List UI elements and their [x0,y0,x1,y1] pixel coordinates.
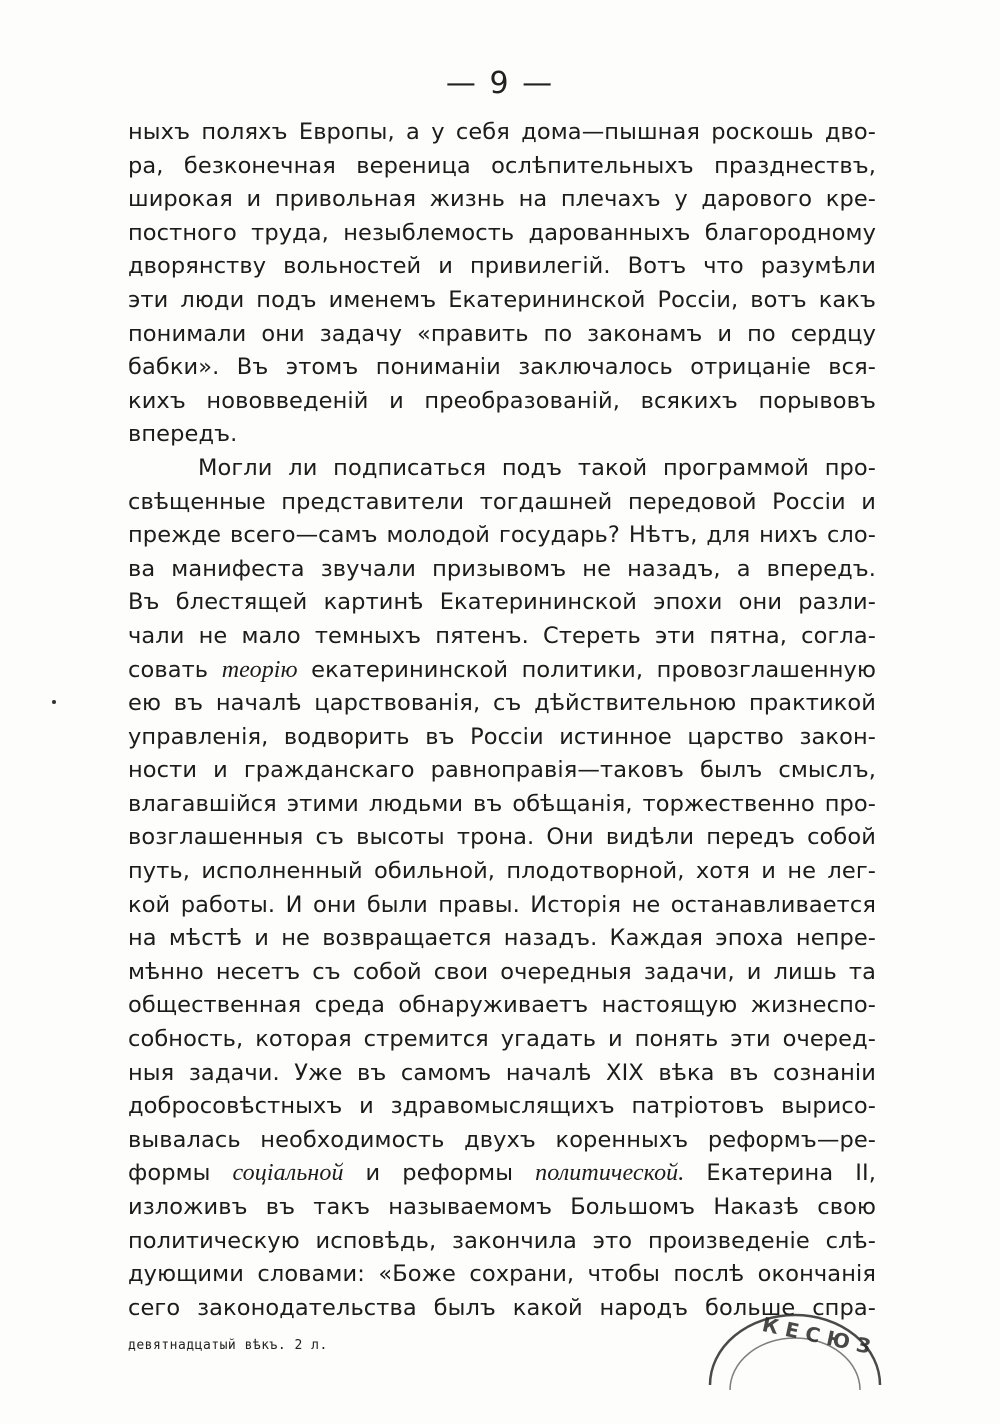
emphasis-text: теорію [221,656,298,683]
text-line: ею въ началѣ царствованія, съ дѣйствительною практикой [128,690,876,717]
emphasis-text: соціальной [232,1160,344,1187]
text-line: ности и гражданскаго равноправія—таковъ былъ смыслъ, [128,757,876,784]
text-line: сего законодательства былъ какой народъ больше спра- [128,1294,876,1321]
text-line: впередъ. [128,421,238,448]
text-line: изложивъ въ такъ называемомъ Большомъ Наказѣ свою [128,1194,876,1220]
text-line: добросовѣстныхъ и здравомыслящихъ патріотовъ вырисо- [128,1093,876,1120]
stamp-arc [710,1315,880,1385]
text-line: возглашенныя съ высоты трона. Они видѣли передъ собой [128,824,876,851]
page-number: — 9 — [445,66,555,101]
text-line: вывалась необходимость двухъ коренныхъ реформъ—ре- [128,1126,876,1153]
text-line: мѣнно несетъ съ собой свои очередныя задачи, и лишь та [128,958,876,985]
text-line: прежде всего—самъ молодой государь? Нѣтъ, для нихъ сло- [128,522,876,549]
text-line: ва манифеста звучали призывомъ не назадъ, а впередъ. [128,555,876,582]
text-line: управленія, водворить въ Россіи истинное царство закон- [128,723,876,750]
signature-mark: девятнадцатый вѣкъ. 2 л. [128,1338,328,1353]
text-line: чали не мало темныхъ пятенъ. Стереть эти пятна, согла- [128,622,876,649]
text-line: широкая и привольная жизнь на плечахъ у дарового кре- [128,186,876,213]
text-line: эти люди подъ именемъ Екатерининской Россіи, вотъ какъ [128,286,876,313]
text-line [128,1157,876,1191]
text-line: влагавшійся этими людьми въ обѣщанія, торжественно про- [128,790,876,817]
text-line: дворянству вольностей и привилегій. Вотъ что разумѣли [128,253,876,280]
text-line: политическую исповѣдь, закончила это произведеніе слѣ- [128,1227,876,1254]
text-line: общественная среда обнаруживаетъ настоящую жизнеспо- [128,992,876,1019]
text-line: путь, исполненный обильной, плодотворной, хотя и не лег- [128,858,876,885]
text-line: понимали они задачу «править по законамъ и по сердцу [128,320,876,347]
text-segment: формы [128,1160,211,1187]
text-line: постного труда, незыблемость дарованныхъ благородному [128,219,876,246]
text-line [128,654,876,688]
paper-speck [52,700,56,704]
emphasis-text: политической. [535,1160,685,1187]
text-segment: екатерининской политики, провозглашенную [311,656,876,683]
body-text [128,116,876,1325]
stamp-lettering: К Е С Ю З [760,1312,873,1359]
text-line: дующими словами: «Боже сохрани, чтобы послѣ окончанія [128,1261,876,1288]
text-line: кой работы. И они были правы. Исторія не останавливается [128,891,876,918]
text-line: свѣщенные представители тогдашней передовой Россіи и [128,488,876,515]
text-segment: совать [128,656,209,683]
stamp-arc-inner [730,1338,860,1390]
text-segment: Екатерина II, [706,1160,876,1187]
text-line: бабки». Въ этомъ пониманіи заключалось отрицаніе вся- [128,354,876,381]
text-line: ныхъ поляхъ Европы, а у себя дома—пышная роскошь дво- [128,119,876,145]
text-line: на мѣстѣ и не возвращается назадъ. Каждая эпоха непре- [128,925,876,952]
text-line: собность, которая стремится угадать и понять эти очеред- [128,1026,876,1053]
text-line: ра, безконечная вереница ослѣпительныхъ празднествъ, [128,152,876,179]
text-line: ныя задачи. Уже въ самомъ началѣ XIX вѣка въ сознаніи [128,1059,876,1086]
text-line: Въ блестящей картинѣ Екатерининской эпохи они разли- [128,589,876,616]
text-line: Могли ли подписаться подъ такой программой про- [198,454,876,481]
text-segment: и реформы [365,1160,514,1187]
text-line: кихъ нововведеній и преобразованій, всякихъ порывовъ [128,387,876,414]
